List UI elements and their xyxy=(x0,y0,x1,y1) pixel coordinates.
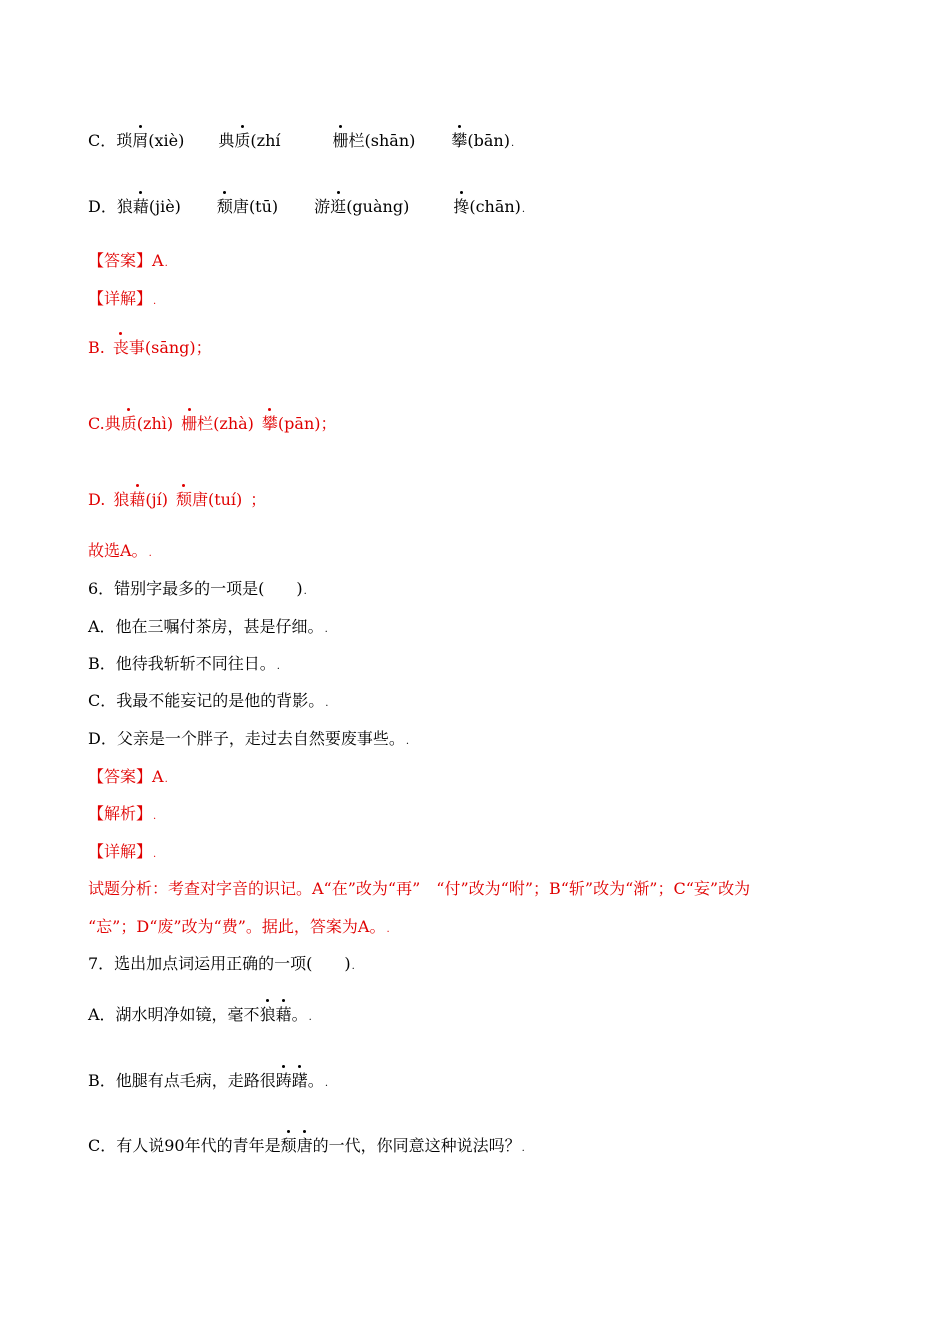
line-q6b xyxy=(88,653,280,678)
paragraph-mark: . xyxy=(164,258,168,269)
paragraph-mark: . xyxy=(308,1012,312,1023)
dotted-char: 屑 xyxy=(132,131,149,150)
dotted-char: 逛 xyxy=(330,197,347,216)
text-segment: (zhí xyxy=(250,131,281,150)
text-segment: (shān) xyxy=(364,131,416,150)
dotted-char: 藉 xyxy=(275,1005,292,1024)
dotted-char: 质 xyxy=(234,131,251,150)
paragraph-mark: . xyxy=(164,774,168,785)
text-segment: (xiè) xyxy=(148,131,185,150)
text-segment: “忘”；D“废”改为“费”。据此，答案为A。 xyxy=(88,917,386,936)
line-ans2 xyxy=(88,766,168,791)
paragraph-mark: . xyxy=(405,736,410,747)
paragraph-mark: . xyxy=(325,698,329,709)
paragraph-mark: . xyxy=(303,586,307,597)
line-q6 xyxy=(88,578,307,603)
line-q7b xyxy=(88,1070,328,1095)
line-anl2 xyxy=(88,803,156,828)
dotted-char: 唐 xyxy=(296,1136,313,1155)
text-segment: 事(sāng)； xyxy=(128,338,212,357)
line-b1 xyxy=(88,337,212,359)
text-segment: 【详解】 xyxy=(88,842,153,861)
text-segment: D．父亲是一个胖子，走过去自然要废事些。 xyxy=(88,729,405,748)
text-segment: D. xyxy=(88,490,106,509)
text-segment: 。 xyxy=(307,1071,324,1090)
text-segment: 游 xyxy=(314,197,331,216)
dotted-char: 搀 xyxy=(453,197,470,216)
paragraph-mark: . xyxy=(148,548,152,559)
text-segment: ； xyxy=(250,490,267,509)
text-segment: (chān) xyxy=(469,197,521,216)
line-ans1 xyxy=(88,250,168,275)
text-segment: 栏(zhà) xyxy=(197,414,254,433)
paragraph-mark: . xyxy=(386,924,390,935)
line-d1 xyxy=(88,489,266,511)
line-pick1 xyxy=(88,540,152,565)
paragraph-mark: . xyxy=(153,811,157,822)
paragraph-mark: . xyxy=(324,1078,328,1089)
text-segment: 琐 xyxy=(116,131,133,150)
dotted-char: 狼 xyxy=(259,1005,276,1024)
text-segment: 狼 xyxy=(116,197,133,216)
paragraph-mark: . xyxy=(521,204,526,215)
text-segment: 试题分析：考查对字音的识记。A“在”改为“再” “付”改为“咐”；B“斩”改为“渐”；C“妄”改为 xyxy=(88,879,751,898)
line-exp2 xyxy=(88,841,156,866)
line-c1 xyxy=(88,413,337,435)
line-q6d xyxy=(88,728,409,753)
dotted-char: 颓 xyxy=(280,1136,297,1155)
text-segment: A．他在三嘱付茶房，甚是仔细。 xyxy=(88,617,324,636)
paragraph-mark: . xyxy=(153,849,157,860)
text-segment: (jí) xyxy=(145,490,168,509)
line-d xyxy=(88,196,525,221)
text-segment: (jiè) xyxy=(148,197,181,216)
line-c xyxy=(88,130,514,155)
text-segment: A．湖水明净如镜，毫不 xyxy=(88,1005,260,1024)
text-segment: (pān)； xyxy=(277,414,337,433)
text-segment: 栏 xyxy=(348,131,365,150)
text-segment: 故选A。 xyxy=(88,541,148,560)
text-segment: (guàng) xyxy=(346,197,410,216)
line-q6a xyxy=(88,616,328,641)
line-q6c xyxy=(88,690,328,715)
line-q7a xyxy=(88,1004,312,1029)
text-segment: C.典 xyxy=(88,414,121,433)
paragraph-mark: . xyxy=(153,296,157,307)
text-segment: 唐 xyxy=(232,197,249,216)
text-segment: C． xyxy=(88,131,117,150)
text-segment: 。 xyxy=(291,1005,308,1024)
dotted-char: 踌 xyxy=(275,1071,292,1090)
paragraph-mark: . xyxy=(510,138,515,149)
dotted-char: 丧 xyxy=(112,338,129,357)
text-segment: 狼 xyxy=(113,490,130,509)
dotted-char: 栅 xyxy=(332,131,349,150)
dotted-char: 栅 xyxy=(181,414,198,433)
dotted-char: 颓 xyxy=(175,490,192,509)
paragraph-mark: . xyxy=(521,1143,525,1154)
line-ana2b xyxy=(88,916,390,941)
text-segment: C．我最不能妄记的是他的背影。 xyxy=(88,691,325,710)
text-segment: 7．选出加点词运用正确的一项( ) xyxy=(88,954,351,973)
paragraph-mark: . xyxy=(351,961,355,972)
text-segment: C．有人说90年代的青年是 xyxy=(88,1136,281,1155)
dotted-char: 颓 xyxy=(216,197,233,216)
paragraph-mark: . xyxy=(324,624,328,635)
text-segment: 的一代，你同意这种说法吗？ xyxy=(312,1136,521,1155)
text-segment: 6．错别字最多的一项是( ) xyxy=(88,579,303,598)
text-segment: (tū) xyxy=(248,197,279,216)
text-segment: 唐(tuí) xyxy=(191,490,243,509)
dotted-char: 质 xyxy=(120,414,137,433)
line-exp1 xyxy=(88,288,156,313)
dotted-char: 攀 xyxy=(451,131,468,150)
paragraph-mark: . xyxy=(276,661,280,672)
text-segment: D． xyxy=(88,197,117,216)
text-segment: 【答案】A xyxy=(88,251,164,270)
line-q7 xyxy=(88,953,355,978)
dotted-char: 攀 xyxy=(261,414,278,433)
dotted-char: 藉 xyxy=(132,197,149,216)
text-segment: B．他腿有点毛病，走路很 xyxy=(88,1071,276,1090)
text-segment: 【解析】 xyxy=(88,804,153,823)
text-segment: B．他待我斩斩不同往日。 xyxy=(88,654,276,673)
dotted-char: 藉 xyxy=(129,490,146,509)
line-q7c xyxy=(88,1135,525,1160)
text-segment: (zhì) xyxy=(136,414,174,433)
dotted-char: 躇 xyxy=(291,1071,308,1090)
text-segment: B. xyxy=(88,338,105,357)
text-segment: 【详解】 xyxy=(88,289,153,308)
text-segment: 典 xyxy=(218,131,235,150)
text-segment: 【答案】A xyxy=(88,767,164,786)
line-ana2a xyxy=(88,878,750,900)
text-segment: (bān) xyxy=(467,131,510,150)
